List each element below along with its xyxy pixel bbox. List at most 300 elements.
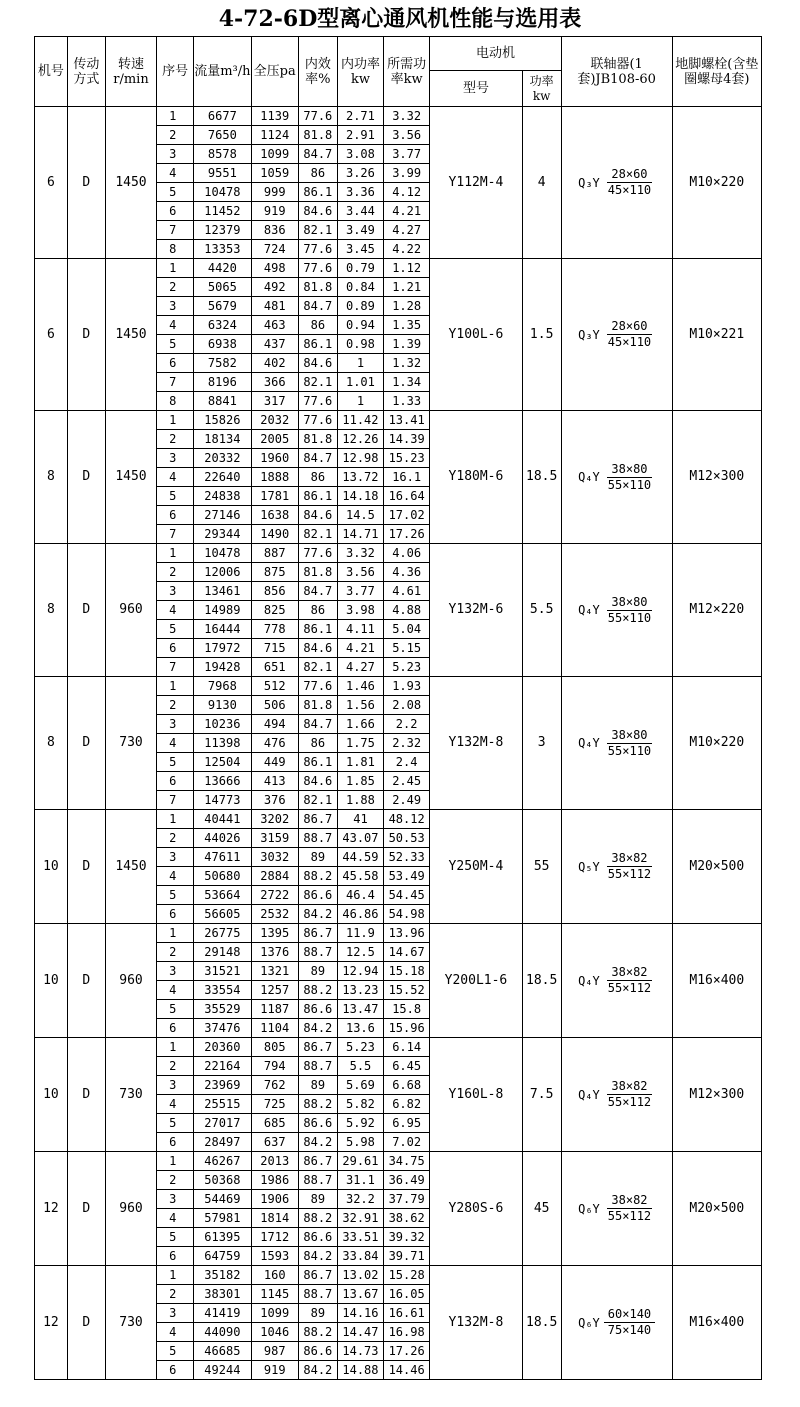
cell-speed: 730 (105, 1038, 156, 1152)
cell-pressure: 724 (251, 240, 298, 259)
cell-inner-power: 12.94 (337, 962, 383, 981)
cell-inner-power: 14.16 (337, 1304, 383, 1323)
cell-inner-power: 11.42 (337, 411, 383, 430)
cell-efficiency: 88.7 (298, 829, 337, 848)
cell-seq: 4 (157, 1095, 194, 1114)
cell-required-power: 3.77 (384, 145, 430, 164)
cell-required-power: 15.28 (384, 1266, 430, 1285)
cell-inner-power: 29.61 (337, 1152, 383, 1171)
cell-seq: 4 (157, 1323, 194, 1342)
cell-required-power: 1.39 (384, 335, 430, 354)
cell-bolt: M10×220 (672, 107, 761, 259)
cell-flow: 27017 (194, 1114, 252, 1133)
cell-efficiency: 88.7 (298, 1285, 337, 1304)
cell-pressure: 987 (251, 1342, 298, 1361)
cell-pressure: 506 (251, 696, 298, 715)
cell-inner-power: 1.75 (337, 734, 383, 753)
cell-coupling (561, 107, 672, 259)
cell-seq: 2 (157, 1285, 194, 1304)
cell-flow: 5065 (194, 278, 252, 297)
cell-drive: D (67, 107, 105, 259)
cell-inner-power: 32.91 (337, 1209, 383, 1228)
cell-seq: 3 (157, 848, 194, 867)
cell-required-power: 14.46 (384, 1361, 430, 1380)
cell-inner-power: 45.58 (337, 867, 383, 886)
cell-efficiency: 82.1 (298, 791, 337, 810)
cell-inner-power: 1.01 (337, 373, 383, 392)
header-inner-power: 内功率kw (337, 37, 383, 107)
header-coupling: 联轴器(1套)JB108-60 (561, 37, 672, 107)
cell-flow: 8841 (194, 392, 252, 411)
cell-inner-power: 1.56 (337, 696, 383, 715)
cell-seq: 5 (157, 487, 194, 506)
cell-pressure: 1638 (251, 506, 298, 525)
cell-inner-power: 11.9 (337, 924, 383, 943)
cell-required-power: 4.27 (384, 221, 430, 240)
cell-required-power: 6.82 (384, 1095, 430, 1114)
cell-pressure: 762 (251, 1076, 298, 1095)
cell-efficiency: 86.1 (298, 183, 337, 202)
cell-flow: 12504 (194, 753, 252, 772)
cell-inner-power: 32.2 (337, 1190, 383, 1209)
cell-pressure: 498 (251, 259, 298, 278)
cell-required-power: 1.93 (384, 677, 430, 696)
cell-speed: 730 (105, 677, 156, 810)
cell-required-power: 6.14 (384, 1038, 430, 1057)
cell-pressure: 651 (251, 658, 298, 677)
cell-pressure: 402 (251, 354, 298, 373)
coupling-code: Q₄Y (578, 1087, 600, 1102)
cell-flow: 20332 (194, 449, 252, 468)
cell-inner-power: 5.82 (337, 1095, 383, 1114)
cell-seq: 6 (157, 354, 194, 373)
cell-efficiency: 77.6 (298, 392, 337, 411)
cell-flow: 7650 (194, 126, 252, 145)
cell-flow: 22164 (194, 1057, 252, 1076)
cell-pressure: 463 (251, 316, 298, 335)
cell-pressure: 1187 (251, 1000, 298, 1019)
cell-seq: 4 (157, 1209, 194, 1228)
cell-efficiency: 84.2 (298, 1247, 337, 1266)
cell-efficiency: 84.6 (298, 506, 337, 525)
cell-pressure: 366 (251, 373, 298, 392)
cell-flow: 5679 (194, 297, 252, 316)
cell-drive: D (67, 259, 105, 411)
cell-seq: 6 (157, 202, 194, 221)
cell-pressure: 1906 (251, 1190, 298, 1209)
cell-inner-power: 2.91 (337, 126, 383, 145)
cell-seq: 5 (157, 1000, 194, 1019)
cell-required-power: 1.33 (384, 392, 430, 411)
coupling-fraction (604, 728, 655, 759)
cell-required-power: 36.49 (384, 1171, 430, 1190)
cell-efficiency: 86.7 (298, 1266, 337, 1285)
cell-flow: 14773 (194, 791, 252, 810)
cell-required-power: 15.23 (384, 449, 430, 468)
coupling-code: Q₄Y (578, 603, 600, 617)
cell-pressure: 919 (251, 1361, 298, 1380)
cell-efficiency: 77.6 (298, 677, 337, 696)
cell-pressure: 1814 (251, 1209, 298, 1228)
cell-efficiency: 81.8 (298, 430, 337, 449)
cell-flow: 35529 (194, 1000, 252, 1019)
cell-seq: 3 (157, 449, 194, 468)
cell-pressure: 2722 (251, 886, 298, 905)
coupling-fraction (604, 319, 655, 350)
cell-efficiency: 86.7 (298, 810, 337, 829)
cell-pressure: 685 (251, 1114, 298, 1133)
cell-efficiency: 77.6 (298, 411, 337, 430)
cell-required-power: 4.61 (384, 582, 430, 601)
cell-pressure: 1104 (251, 1019, 298, 1038)
coupling-denominator: 55×112 (607, 1095, 652, 1109)
header-efficiency: 内效率% (298, 37, 337, 107)
table-row (35, 107, 762, 126)
cell-inner-power: 4.11 (337, 620, 383, 639)
cell-speed: 1450 (105, 411, 156, 544)
cell-required-power: 13.96 (384, 924, 430, 943)
cell-flow: 33554 (194, 981, 252, 1000)
cell-seq: 3 (157, 1076, 194, 1095)
coupling-spec (562, 1079, 672, 1110)
cell-pressure: 1395 (251, 924, 298, 943)
cell-required-power: 15.18 (384, 962, 430, 981)
cell-drive: D (67, 924, 105, 1038)
cell-pressure: 1059 (251, 164, 298, 183)
coupling-fraction (604, 1307, 655, 1338)
cell-machine-no: 12 (35, 1152, 68, 1266)
cell-required-power: 15.52 (384, 981, 430, 1000)
cell-required-power: 1.32 (384, 354, 430, 373)
cell-efficiency: 84.7 (298, 145, 337, 164)
cell-flow: 19428 (194, 658, 252, 677)
cell-seq: 4 (157, 981, 194, 1000)
cell-efficiency: 88.7 (298, 1171, 337, 1190)
cell-seq: 3 (157, 962, 194, 981)
cell-seq: 6 (157, 1019, 194, 1038)
cell-pressure: 1139 (251, 107, 298, 126)
cell-required-power: 4.12 (384, 183, 430, 202)
coupling-numerator: 38×82 (607, 1079, 651, 1095)
cell-bolt: M12×220 (672, 544, 761, 677)
cell-efficiency: 77.6 (298, 107, 337, 126)
cell-machine-no: 6 (35, 259, 68, 411)
cell-inner-power: 14.5 (337, 506, 383, 525)
cell-flow: 27146 (194, 506, 252, 525)
cell-required-power: 37.79 (384, 1190, 430, 1209)
cell-seq: 4 (157, 601, 194, 620)
cell-inner-power: 1.81 (337, 753, 383, 772)
cell-flow: 53664 (194, 886, 252, 905)
cell-pressure: 2532 (251, 905, 298, 924)
cell-flow: 13461 (194, 582, 252, 601)
cell-seq: 4 (157, 867, 194, 886)
cell-efficiency: 84.7 (298, 297, 337, 316)
table-row (35, 677, 762, 696)
cell-flow: 54469 (194, 1190, 252, 1209)
coupling-numerator: 28×60 (607, 319, 651, 335)
cell-flow: 56605 (194, 905, 252, 924)
cell-machine-no: 12 (35, 1266, 68, 1380)
cell-pressure: 1099 (251, 1304, 298, 1323)
cell-flow: 8578 (194, 145, 252, 164)
cell-flow: 9130 (194, 696, 252, 715)
cell-pressure: 1321 (251, 962, 298, 981)
cell-efficiency: 84.7 (298, 449, 337, 468)
coupling-code: Q₆Y (578, 1315, 600, 1330)
cell-flow: 23969 (194, 1076, 252, 1095)
cell-inner-power: 31.1 (337, 1171, 383, 1190)
cell-efficiency: 88.2 (298, 1209, 337, 1228)
coupling-fraction (604, 595, 655, 626)
cell-motor-model: Y180M-6 (430, 411, 522, 544)
cell-seq: 5 (157, 1114, 194, 1133)
cell-required-power: 2.49 (384, 791, 430, 810)
cell-motor-power: 5.5 (522, 544, 561, 677)
cell-pressure: 2032 (251, 411, 298, 430)
cell-pressure: 437 (251, 335, 298, 354)
cell-machine-no: 8 (35, 677, 68, 810)
cell-required-power: 13.41 (384, 411, 430, 430)
cell-inner-power: 4.27 (337, 658, 383, 677)
coupling-fraction (604, 851, 655, 882)
cell-inner-power: 0.84 (337, 278, 383, 297)
cell-efficiency: 86 (298, 164, 337, 183)
cell-efficiency: 81.8 (298, 563, 337, 582)
cell-motor-power: 18.5 (522, 924, 561, 1038)
fan-performance-table (34, 36, 762, 1380)
cell-flow: 50368 (194, 1171, 252, 1190)
cell-flow: 7582 (194, 354, 252, 373)
page-title: 4-72-6D型离心通风机性能与选用表 (218, 6, 582, 32)
cell-required-power: 4.22 (384, 240, 430, 259)
cell-coupling (561, 1266, 672, 1380)
coupling-spec (562, 1307, 672, 1338)
cell-pressure: 3159 (251, 829, 298, 848)
cell-required-power: 53.49 (384, 867, 430, 886)
cell-seq: 6 (157, 1361, 194, 1380)
cell-required-power: 1.28 (384, 297, 430, 316)
cell-inner-power: 13.23 (337, 981, 383, 1000)
cell-required-power: 16.05 (384, 1285, 430, 1304)
coupling-denominator: 55×112 (607, 981, 652, 995)
cell-efficiency: 82.1 (298, 525, 337, 544)
cell-motor-power: 45 (522, 1152, 561, 1266)
cell-flow: 6677 (194, 107, 252, 126)
cell-flow: 40441 (194, 810, 252, 829)
coupling-code: Q₄Y (578, 973, 600, 988)
coupling-spec (562, 595, 672, 626)
cell-pressure: 1781 (251, 487, 298, 506)
cell-inner-power: 14.18 (337, 487, 383, 506)
cell-required-power: 6.68 (384, 1076, 430, 1095)
cell-seq: 6 (157, 506, 194, 525)
cell-inner-power: 3.45 (337, 240, 383, 259)
cell-inner-power: 3.77 (337, 582, 383, 601)
cell-efficiency: 84.6 (298, 772, 337, 791)
cell-efficiency: 89 (298, 848, 337, 867)
cell-efficiency: 89 (298, 1190, 337, 1209)
cell-motor-power: 18.5 (522, 1266, 561, 1380)
cell-drive: D (67, 1152, 105, 1266)
cell-inner-power: 13.47 (337, 1000, 383, 1019)
cell-required-power: 34.75 (384, 1152, 430, 1171)
cell-inner-power: 5.98 (337, 1133, 383, 1152)
cell-required-power: 16.64 (384, 487, 430, 506)
coupling-denominator: 55×110 (607, 743, 652, 758)
cell-inner-power: 5.5 (337, 1057, 383, 1076)
coupling-fraction (604, 462, 655, 493)
cell-required-power: 7.02 (384, 1133, 430, 1152)
cell-pressure: 836 (251, 221, 298, 240)
cell-inner-power: 13.02 (337, 1266, 383, 1285)
cell-efficiency: 77.6 (298, 544, 337, 563)
cell-efficiency: 86.1 (298, 620, 337, 639)
cell-efficiency: 84.6 (298, 639, 337, 658)
cell-flow: 18134 (194, 430, 252, 449)
cell-required-power: 54.45 (384, 886, 430, 905)
cell-bolt: M12×300 (672, 1038, 761, 1152)
cell-seq: 1 (157, 1266, 194, 1285)
cell-pressure: 1145 (251, 1285, 298, 1304)
header-speed: 转速r/min (105, 37, 156, 107)
cell-flow: 16444 (194, 620, 252, 639)
cell-inner-power: 33.84 (337, 1247, 383, 1266)
cell-required-power: 4.36 (384, 563, 430, 582)
cell-speed: 1450 (105, 259, 156, 411)
coupling-spec (562, 965, 672, 996)
cell-required-power: 3.56 (384, 126, 430, 145)
cell-flow: 38301 (194, 1285, 252, 1304)
cell-required-power: 14.67 (384, 943, 430, 962)
cell-inner-power: 3.56 (337, 563, 383, 582)
coupling-denominator: 55×112 (607, 867, 652, 881)
cell-flow: 15826 (194, 411, 252, 430)
cell-pressure: 1099 (251, 145, 298, 164)
cell-seq: 5 (157, 1228, 194, 1247)
cell-speed: 730 (105, 1266, 156, 1380)
cell-required-power: 39.71 (384, 1247, 430, 1266)
cell-inner-power: 12.98 (337, 449, 383, 468)
cell-flow: 41419 (194, 1304, 252, 1323)
cell-efficiency: 81.8 (298, 126, 337, 145)
cell-efficiency: 86 (298, 734, 337, 753)
cell-efficiency: 77.6 (298, 259, 337, 278)
cell-pressure: 1124 (251, 126, 298, 145)
cell-flow: 49244 (194, 1361, 252, 1380)
coupling-numerator: 38×82 (607, 851, 651, 867)
cell-inner-power: 1.85 (337, 772, 383, 791)
cell-efficiency: 88.2 (298, 1095, 337, 1114)
cell-pressure: 999 (251, 183, 298, 202)
cell-efficiency: 86.7 (298, 1038, 337, 1057)
coupling-spec (562, 1193, 672, 1224)
cell-seq: 2 (157, 1171, 194, 1190)
cell-efficiency: 86.6 (298, 1000, 337, 1019)
cell-inner-power: 3.44 (337, 202, 383, 221)
cell-required-power: 3.32 (384, 107, 430, 126)
table-row (35, 1266, 762, 1285)
cell-required-power: 4.21 (384, 202, 430, 221)
cell-seq: 3 (157, 145, 194, 164)
cell-required-power: 38.62 (384, 1209, 430, 1228)
cell-required-power: 4.88 (384, 601, 430, 620)
cell-coupling (561, 924, 672, 1038)
cell-flow: 29344 (194, 525, 252, 544)
cell-pressure: 3032 (251, 848, 298, 867)
header-drive: 传动方式 (67, 37, 105, 107)
cell-efficiency: 88.2 (298, 1323, 337, 1342)
cell-seq: 2 (157, 126, 194, 145)
cell-motor-power: 3 (522, 677, 561, 810)
cell-drive: D (67, 1038, 105, 1152)
cell-pressure: 481 (251, 297, 298, 316)
cell-required-power: 3.99 (384, 164, 430, 183)
cell-motor-model: Y250M-4 (430, 810, 522, 924)
header-motor: 电动机 (430, 37, 561, 71)
cell-pressure: 1888 (251, 468, 298, 487)
cell-seq: 8 (157, 392, 194, 411)
header-pressure: 全压pa (251, 37, 298, 107)
cell-flow: 22640 (194, 468, 252, 487)
cell-motor-power: 7.5 (522, 1038, 561, 1152)
cell-efficiency: 86.6 (298, 886, 337, 905)
cell-speed: 1450 (105, 107, 156, 259)
cell-pressure: 1257 (251, 981, 298, 1000)
cell-seq: 7 (157, 373, 194, 392)
cell-required-power: 17.02 (384, 506, 430, 525)
coupling-code: Q₄Y (578, 736, 600, 750)
table-row (35, 924, 762, 943)
cell-pressure: 2005 (251, 430, 298, 449)
cell-pressure: 805 (251, 1038, 298, 1057)
coupling-numerator: 28×60 (607, 167, 651, 183)
cell-flow: 20360 (194, 1038, 252, 1057)
cell-inner-power: 2.71 (337, 107, 383, 126)
coupling-spec (562, 167, 672, 198)
cell-inner-power: 4.21 (337, 639, 383, 658)
cell-bolt: M16×400 (672, 1266, 761, 1380)
cell-inner-power: 41 (337, 810, 383, 829)
cell-seq: 6 (157, 639, 194, 658)
cell-inner-power: 14.47 (337, 1323, 383, 1342)
cell-required-power: 17.26 (384, 525, 430, 544)
cell-required-power: 5.23 (384, 658, 430, 677)
cell-flow: 8196 (194, 373, 252, 392)
cell-seq: 7 (157, 791, 194, 810)
cell-bolt: M20×500 (672, 1152, 761, 1266)
cell-pressure: 875 (251, 563, 298, 582)
cell-flow: 10478 (194, 544, 252, 563)
cell-motor-power: 18.5 (522, 411, 561, 544)
coupling-fraction (604, 1193, 655, 1224)
cell-pressure: 715 (251, 639, 298, 658)
cell-pressure: 856 (251, 582, 298, 601)
cell-pressure: 1593 (251, 1247, 298, 1266)
header-motor-model: 型号 (430, 71, 522, 107)
cell-flow: 4420 (194, 259, 252, 278)
cell-efficiency: 86.6 (298, 1342, 337, 1361)
coupling-denominator: 55×110 (607, 610, 652, 625)
coupling-fraction (604, 1079, 655, 1110)
cell-bolt: M20×500 (672, 810, 761, 924)
cell-efficiency: 86.1 (298, 335, 337, 354)
cell-speed: 960 (105, 544, 156, 677)
cell-seq: 5 (157, 1342, 194, 1361)
cell-machine-no: 10 (35, 1038, 68, 1152)
cell-seq: 1 (157, 677, 194, 696)
cell-seq: 1 (157, 411, 194, 430)
